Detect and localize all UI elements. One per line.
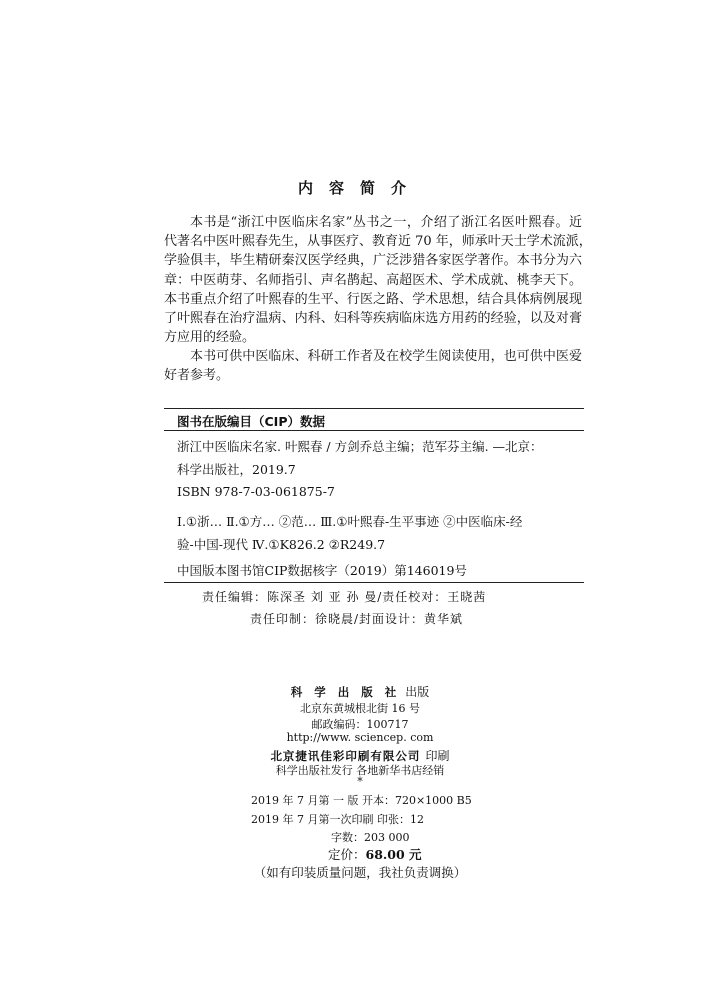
summary-title: 内容简介: [297, 179, 422, 197]
distribution-line: 科学出版社发行 各地新华书店经销: [275, 764, 445, 777]
cip-heading: 图书在版编目（CIP）数据: [177, 414, 325, 429]
summary-line: 方应用的经验。: [164, 330, 256, 346]
publisher-website: http://www. sciencep. com: [286, 731, 434, 744]
publisher-postcode: 邮政编码：100717: [311, 718, 409, 731]
cip-subjects-line: 验-中国-现代 Ⅳ.①K826.2 ②R249.7: [177, 537, 386, 552]
summary-paragraph-2: [164, 347, 582, 385]
summary-line: 本书可供中医临床、科研工作者及在校学生阅读使用，也可供中医爱: [190, 349, 582, 364]
word-count: 字数：203 000: [331, 831, 410, 844]
staff-credits-line: 责任编辑：陈深圣 刘 亚 孙 曼/责任校对：王晓茜: [202, 590, 487, 604]
print-word: 印刷: [425, 749, 450, 763]
cip-bottom-rule: [164, 582, 584, 583]
printer-name: 北京捷讯佳彩印刷有限公司: [270, 749, 421, 763]
publisher-address: 北京东黄城根北街 16 号: [300, 702, 420, 715]
cip-verification: 中国版本图书馆CIP数据核字（2019）第146019号: [177, 563, 467, 578]
cip-subjects-line: Ⅰ.①浙… Ⅱ.①方… ②范… Ⅲ.①叶熙春-生平事迹 ②中医临床-经: [177, 514, 523, 529]
summary-line: 本书是“浙江中医临床名家”丛书之一，介绍了浙江名医叶熙春。近: [190, 215, 582, 230]
separator-asterisk: *: [357, 775, 363, 788]
summary-line: 本书重点介绍了叶熙春的生平、行医之路、学术思想，结合具体病例展现: [164, 291, 582, 307]
cip-entry-line: 浙江中医临床名家. 叶熙春 / 方剑乔总主编；范军芬主编. —北京：: [177, 439, 543, 454]
price-value: 68.00 元: [365, 847, 422, 862]
cip-entry-line: 科学出版社，2019.7: [177, 462, 296, 477]
edition-line: 2019 年 7 月第 一 版 开本：720×1000 B5: [251, 794, 472, 807]
printing-line: 2019 年 7 月第一次印刷 印张：12: [251, 813, 424, 826]
quality-note: （如有印装质量问题，我社负责调换）: [253, 865, 467, 880]
cip-heading-rule: [164, 430, 584, 431]
summary-line: 好者参考。: [164, 368, 230, 384]
summary-line: 学验俱丰，毕生精研秦汉医学经典，广泛涉猎各家医学著作。本书分为六: [164, 253, 582, 269]
cip-isbn: ISBN 978-7-03-061875-7: [177, 484, 335, 499]
cip-top-rule: [164, 408, 584, 409]
price-line: [328, 845, 422, 863]
price-label: 定价：: [328, 847, 366, 862]
staff-credits-line: 责任印制：徐晓晨/封面设计：黄华斌: [250, 612, 464, 626]
summary-line: 章：中医萌芽、名师指引、声名鹊起、高超医术、学术成就、桃李天下。: [164, 272, 582, 288]
summary-line: 了叶熙春在治疗温病、内科、妇科等疾病临床选方用药的经验，以及对膏: [164, 310, 582, 326]
summary-line: 代著名中医叶熙春先生，从事医疗、教育近 70 年，师承叶天士学术流派，: [164, 234, 592, 250]
publisher-name: 科 学 出 版 社: [290, 685, 401, 699]
publisher-line: [0, 681, 720, 700]
publish-word: 出版: [405, 685, 430, 699]
summary-paragraph-1: [164, 213, 592, 347]
